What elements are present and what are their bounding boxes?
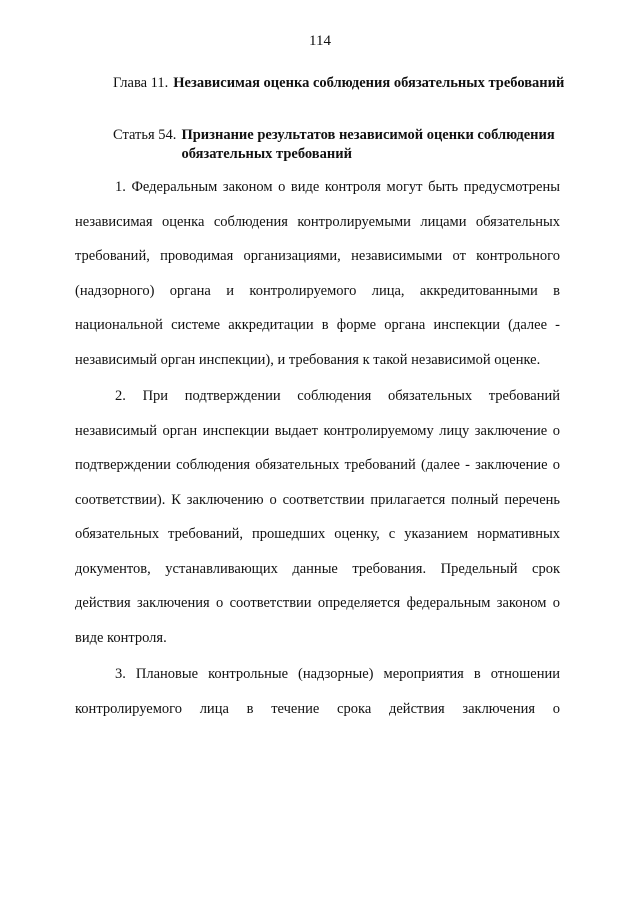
document-body <box>75 170 560 728</box>
paragraph-3: 3. Плановые контрольные (надзорные) мероприятия в отношении контролируемого лица в течение срока действия заключения о <box>75 666 560 717</box>
chapter-heading <box>113 74 573 93</box>
chapter-label: Глава 11. <box>113 75 169 91</box>
paragraph-1: 1. Федеральным законом о виде контроля могут быть предусмотрены независимая оценка соблюдения контролируемыми лицами обязательных требований, проводимая организациями, независимыми от контрольного (надзорного) органа и контролируемого лица, аккредитованными в национальной системе аккредитации в форме органа инспекции (далее - независимый орган инспекции), и требования к такой независимой оценке. <box>75 179 560 368</box>
chapter-title: Независимая оценка соблюдения обязательных требований <box>173 75 565 91</box>
page-number: 114 <box>309 33 331 49</box>
paragraph-2: 2. При подтверждении соблюдения обязательных требований независимый орган инспекции выдает контролируемому лицу заключение о подтверждении соблюдения обязательных требований (далее - заключение о соответствии). К заключению о соответствии прилагается полный перечень обязательных требований, прошедших оценку, с указанием нормативных документов, устанавливающих данные требования. Предельный срок действия заключения о соответствии определяется федеральным законом о виде контроля. <box>75 388 560 646</box>
article-heading <box>113 126 573 164</box>
article-title: Признание результатов независимой оценки соблюдения обязательных требований <box>181 127 555 162</box>
article-label: Статья 54. <box>113 127 177 143</box>
